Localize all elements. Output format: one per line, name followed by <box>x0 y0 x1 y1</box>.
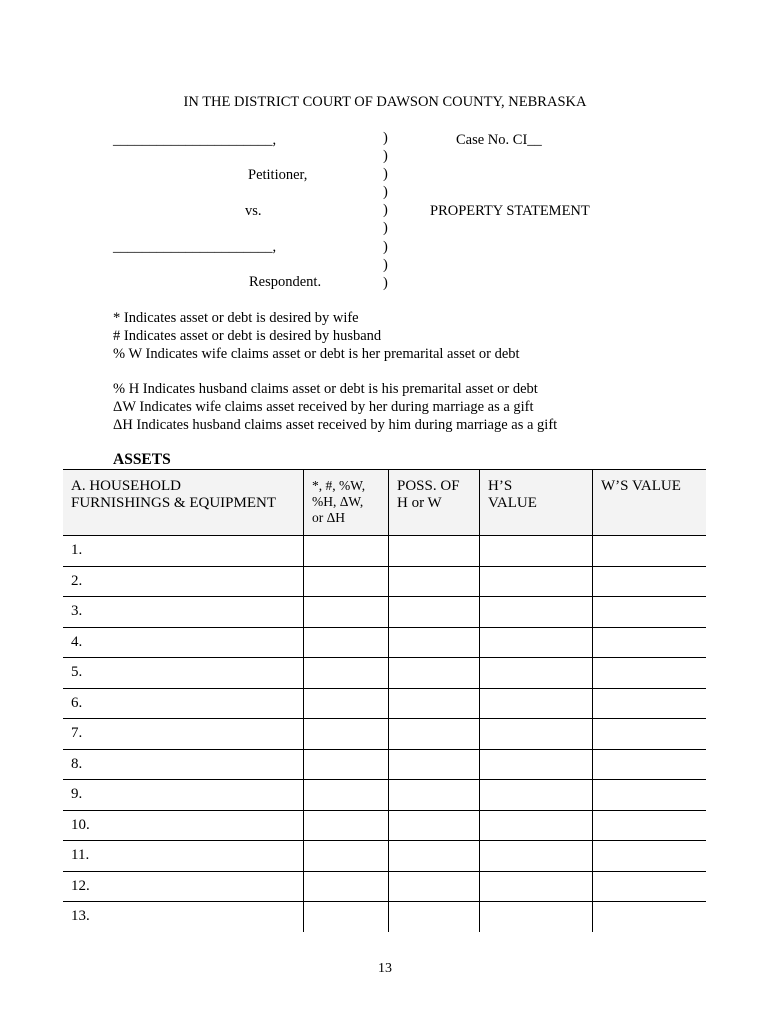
table-row <box>63 566 706 597</box>
row-number: 11. <box>71 847 90 864</box>
wife-value-cell[interactable] <box>593 841 707 872</box>
claim-code-cell[interactable] <box>304 627 389 658</box>
wife-value-cell[interactable] <box>593 688 707 719</box>
item-cell[interactable] <box>63 566 304 597</box>
table-row <box>63 658 706 689</box>
possession-cell[interactable] <box>389 536 480 567</box>
claim-code-cell[interactable] <box>304 902 389 932</box>
header-line: A. HOUSEHOLD <box>71 478 181 494</box>
husband-value-cell[interactable] <box>480 688 593 719</box>
row-number: 7. <box>71 725 83 742</box>
row-number: 13. <box>71 908 90 925</box>
possession-cell[interactable] <box>389 719 480 750</box>
claim-code-cell[interactable] <box>304 749 389 780</box>
claim-code-cell[interactable] <box>304 871 389 902</box>
wife-value-cell[interactable] <box>593 627 707 658</box>
table-row <box>63 902 706 932</box>
claim-code-cell[interactable] <box>304 597 389 628</box>
vs-label: vs. <box>245 203 262 219</box>
wife-value-cell[interactable] <box>593 902 707 932</box>
row-number: 6. <box>71 694 83 711</box>
claim-code-cell[interactable] <box>304 719 389 750</box>
petitioner-label: Petitioner, <box>248 167 308 183</box>
husband-value-cell[interactable] <box>480 780 593 811</box>
claim-code-cell[interactable] <box>304 688 389 719</box>
assets-table <box>63 469 706 932</box>
claim-code-cell[interactable] <box>304 841 389 872</box>
possession-cell[interactable] <box>389 780 480 811</box>
item-cell[interactable] <box>63 780 304 811</box>
caption-paren: ) <box>383 202 388 219</box>
respondent-name-blank: ______________________, <box>113 239 277 255</box>
row-number: 10. <box>71 816 90 833</box>
husband-value-cell[interactable] <box>480 871 593 902</box>
header-household-furnishings <box>63 470 304 536</box>
item-cell[interactable] <box>63 658 304 689</box>
husband-value-cell[interactable] <box>480 719 593 750</box>
possession-cell[interactable] <box>389 688 480 719</box>
item-cell[interactable] <box>63 871 304 902</box>
page-number: 13 <box>378 961 392 976</box>
table-row <box>63 841 706 872</box>
possession-cell[interactable] <box>389 658 480 689</box>
header-wife-value <box>593 470 707 536</box>
row-number: 4. <box>71 633 83 650</box>
table-row <box>63 719 706 750</box>
possession-cell[interactable] <box>389 627 480 658</box>
row-number: 9. <box>71 786 83 803</box>
header-possession <box>389 470 480 536</box>
husband-value-cell[interactable] <box>480 658 593 689</box>
wife-value-cell[interactable] <box>593 597 707 628</box>
husband-value-cell[interactable] <box>480 536 593 567</box>
row-number: 3. <box>71 603 83 620</box>
wife-value-cell[interactable] <box>593 871 707 902</box>
caption-paren: ) <box>383 148 388 165</box>
caption-paren: ) <box>383 220 388 237</box>
husband-value-cell[interactable] <box>480 627 593 658</box>
header-line: VALUE <box>488 495 537 511</box>
caption-paren: ) <box>383 274 388 291</box>
item-cell[interactable] <box>63 688 304 719</box>
caption-paren: ) <box>383 256 388 273</box>
table-row <box>63 780 706 811</box>
assets-heading: ASSETS <box>113 451 171 468</box>
wife-value-cell[interactable] <box>593 658 707 689</box>
item-cell[interactable] <box>63 749 304 780</box>
item-cell[interactable] <box>63 597 304 628</box>
item-cell[interactable] <box>63 902 304 932</box>
legend-wife-gift: ΔW Indicates wife claims asset received by her during marriage as a gift <box>113 399 534 415</box>
possession-cell[interactable] <box>389 597 480 628</box>
table-row <box>63 688 706 719</box>
item-cell[interactable] <box>63 536 304 567</box>
wife-value-cell[interactable] <box>593 719 707 750</box>
claim-code-cell[interactable] <box>304 536 389 567</box>
possession-cell[interactable] <box>389 871 480 902</box>
table-row <box>63 627 706 658</box>
caption-paren: ) <box>383 238 388 255</box>
table-row <box>63 749 706 780</box>
header-line: W’S VALUE <box>601 478 681 494</box>
row-number: 12. <box>71 877 90 894</box>
header-line: *, #, %W, <box>312 478 366 493</box>
header-line: H or W <box>397 495 442 511</box>
header-line: FURNISHINGS & EQUIPMENT <box>71 495 277 511</box>
caption-paren: ) <box>383 130 388 146</box>
legend-wife-desired: * Indicates asset or debt is desired by wife <box>113 310 359 326</box>
claim-code-cell[interactable] <box>304 780 389 811</box>
husband-value-cell[interactable] <box>480 597 593 628</box>
wife-value-cell[interactable] <box>593 536 707 567</box>
husband-value-cell[interactable] <box>480 749 593 780</box>
caption-divider <box>383 129 388 292</box>
claim-code-cell[interactable] <box>304 810 389 841</box>
table-header-row <box>63 470 706 536</box>
item-cell[interactable] <box>63 841 304 872</box>
husband-value-cell[interactable] <box>480 566 593 597</box>
header-husband-value <box>480 470 593 536</box>
table-row <box>63 536 706 567</box>
possession-cell[interactable] <box>389 902 480 932</box>
husband-value-cell[interactable] <box>480 902 593 932</box>
petitioner-name-blank: ______________________, <box>113 132 277 148</box>
husband-value-cell[interactable] <box>480 841 593 872</box>
caption-paren: ) <box>383 166 388 183</box>
header-line: or ΔH <box>312 510 346 525</box>
legend-husband-gift: ΔH Indicates husband claims asset received by him during marriage as a gift <box>113 417 558 433</box>
document-title: PROPERTY STATEMENT <box>430 203 590 219</box>
row-number: 1. <box>71 542 83 559</box>
respondent-label: Respondent. <box>249 274 322 290</box>
wife-value-cell[interactable] <box>593 810 707 841</box>
legend-husband-desired: # Indicates asset or debt is desired by husband <box>113 328 382 344</box>
wife-value-cell[interactable] <box>593 780 707 811</box>
claim-code-cell[interactable] <box>304 566 389 597</box>
legend-husband-premarital: % H Indicates husband claims asset or debt is his premarital asset or debt <box>113 381 538 397</box>
row-number: 2. <box>71 572 83 589</box>
row-number: 8. <box>71 755 83 772</box>
wife-value-cell[interactable] <box>593 749 707 780</box>
claim-code-cell[interactable] <box>304 658 389 689</box>
table-row <box>63 597 706 628</box>
item-cell[interactable] <box>63 810 304 841</box>
caption-paren: ) <box>383 184 388 201</box>
case-number: Case No. CI__ <box>456 132 542 148</box>
table-row <box>63 871 706 902</box>
header-line: H’S <box>488 478 513 494</box>
court-title: IN THE DISTRICT COURT OF DAWSON COUNTY, NEBRASKA <box>183 94 587 110</box>
wife-value-cell[interactable] <box>593 566 707 597</box>
item-cell[interactable] <box>63 627 304 658</box>
legend-wife-premarital: % W Indicates wife claims asset or debt is her premarital asset or debt <box>113 346 520 362</box>
header-line: %H, ΔW, <box>312 494 364 509</box>
possession-cell[interactable] <box>389 749 480 780</box>
possession-cell[interactable] <box>389 566 480 597</box>
husband-value-cell[interactable] <box>480 810 593 841</box>
item-cell[interactable] <box>63 719 304 750</box>
possession-cell[interactable] <box>389 810 480 841</box>
header-line: POSS. OF <box>397 478 460 494</box>
row-number: 5. <box>71 664 83 681</box>
table-row <box>63 810 706 841</box>
header-claim-code <box>304 470 389 536</box>
possession-cell[interactable] <box>389 841 480 872</box>
